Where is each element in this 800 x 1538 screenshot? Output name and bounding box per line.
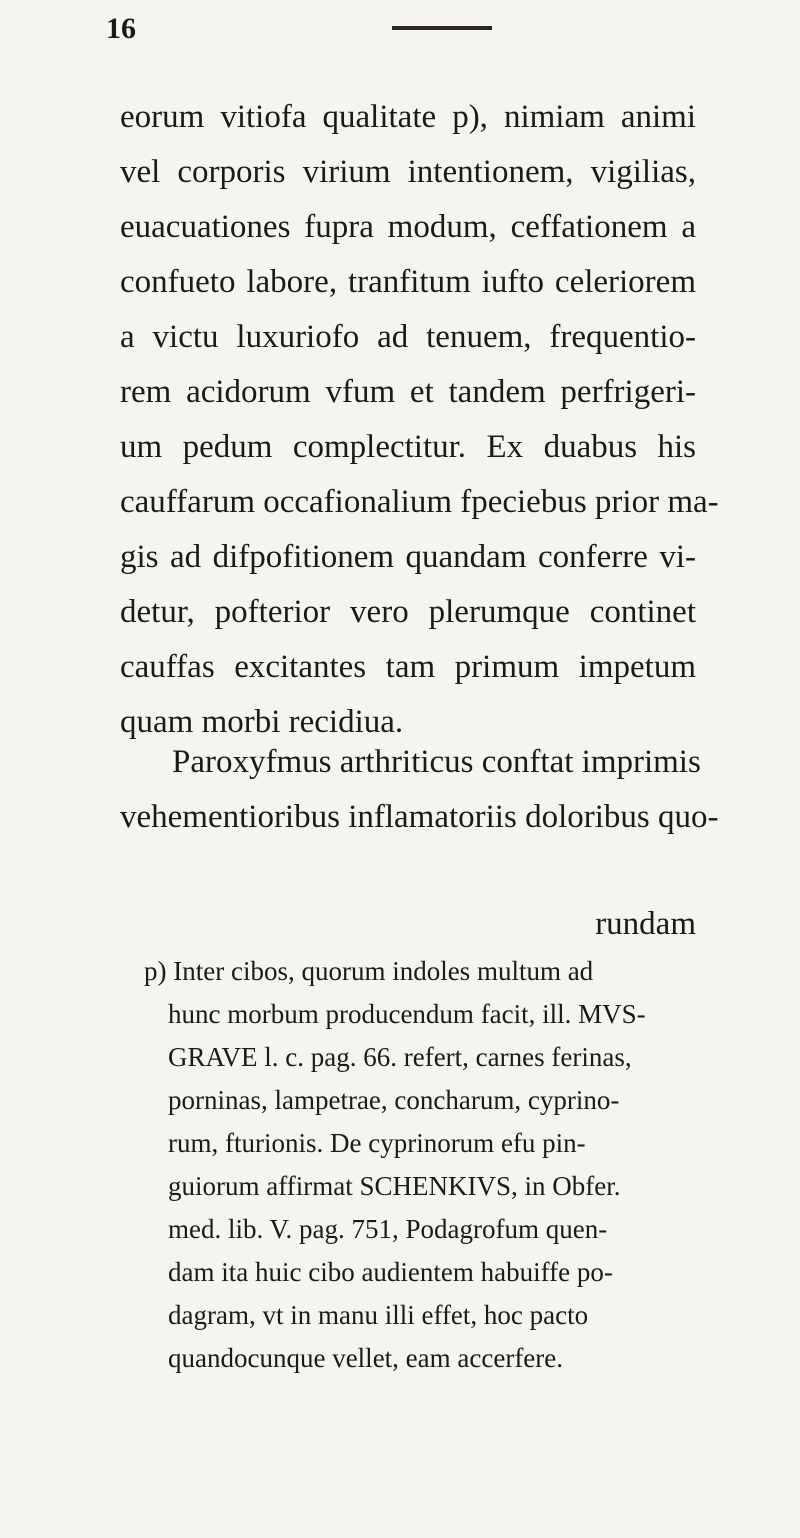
footnote-line: rum, fturionis. De cyprinorum efu pin- xyxy=(168,1128,586,1158)
header-rule xyxy=(392,26,492,30)
footnote-line: hunc morbum producendum facit, ill. MVS- xyxy=(168,999,646,1029)
footnote-line: quandocunque vellet, eam accerfere. xyxy=(168,1343,564,1373)
footnote-line: dagram, vt in manu illi effet, hoc pacto xyxy=(168,1300,589,1330)
text-line: a victu luxuriofo ad tenuem, frequentio- xyxy=(120,319,696,355)
page-number: 16 xyxy=(106,12,136,45)
paragraph-main xyxy=(120,90,719,750)
footnote-line: med. lib. V. pag. 751, Podagrofum quen- xyxy=(168,1214,608,1244)
text-line: cauffarum occafionalium fpeciebus prior ma- xyxy=(120,484,719,520)
text-line: euacuationes fupra modum, ceffationem a xyxy=(120,209,696,245)
text-line: quam morbi recidiua. xyxy=(120,704,404,740)
text-line: eorum vitiofa qualitate p), nimiam animi xyxy=(120,99,696,135)
paragraph-second xyxy=(120,735,719,845)
text-line: cauffas excitantes tam primum impetum xyxy=(120,649,696,685)
text-line: um pedum complectitur. Ex duabus his xyxy=(120,429,696,465)
footnote-line: porninas, lampetrae, concharum, cyprino- xyxy=(168,1085,620,1115)
footnote-line: dam ita huic cibo audientem habuiffe po- xyxy=(168,1257,613,1287)
text-line: Paroxyfmus arthriticus conftat imprimis xyxy=(172,744,701,780)
text-line: vehementioribus inflamatoriis doloribus quo- xyxy=(120,799,719,835)
text-line: gis ad difpofitionem quandam conferre vi- xyxy=(120,539,696,575)
footnote-line: GRAVE l. c. pag. 66. refert, carnes ferinas, xyxy=(168,1042,632,1072)
catchword: rundam xyxy=(595,906,696,942)
footnote-line: p) Inter cibos, quorum indoles multum ad xyxy=(144,956,594,986)
text-line: vel corporis virium intentionem, vigilias, xyxy=(120,154,696,190)
footnote-line: guiorum affirmat SCHENKIVS, in Obfer. xyxy=(168,1171,621,1201)
footnote xyxy=(144,950,700,1380)
text-line: rem acidorum vfum et tandem perfrigeri- xyxy=(120,374,696,410)
text-line: confueto labore, tranfitum iufto celeriorem xyxy=(120,264,696,300)
text-line: detur, pofterior vero plerumque continet xyxy=(120,594,696,630)
